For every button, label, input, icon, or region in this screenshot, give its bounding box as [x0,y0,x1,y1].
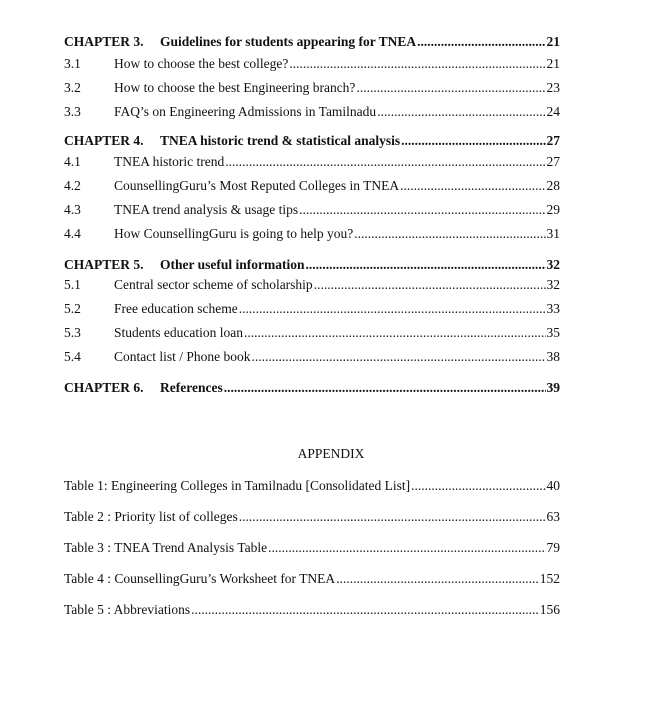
table-label: Table 1: Engineering Colleges in Tamilnadu [Consolidated List] [64,478,411,493]
page-number: 39 [546,380,560,395]
appendix-table-2[interactable] [64,509,560,525]
section-title: How CounsellingGuru is going to help you? [114,226,354,241]
chapter-number: CHAPTER 3. [64,34,144,49]
leader-dots [299,202,545,218]
page-number: 28 [546,178,560,193]
section-number: 5.4 [64,349,81,364]
section-number: 3.3 [64,104,81,119]
page-number: 38 [546,349,560,364]
table-label: Table 5 : Abbreviations [64,602,191,617]
leader-dots [225,154,545,170]
leader-dots [400,178,545,194]
section-number: 5.3 [64,325,81,340]
section-title: Contact list / Phone book [114,349,251,364]
toc-section-3-3[interactable] [64,104,560,120]
leader-dots [224,380,546,396]
section-number: 4.2 [64,178,81,193]
table-label: Table 2 : Priority list of colleges [64,509,238,524]
section-title: TNEA historic trend [114,154,225,169]
table-label: Table 4 : CounsellingGuru’s Worksheet for TNEA [64,571,336,586]
section-title: Free education scheme [114,301,238,316]
leader-dots [356,80,545,96]
leader-dots [354,226,545,242]
appendix-table-5[interactable] [64,602,560,618]
leader-dots [336,571,539,587]
chapter-number: CHAPTER 5. [64,257,144,272]
leader-dots [244,325,546,341]
page-number: 27 [546,133,560,148]
toc-chapter-6[interactable] [64,380,560,396]
toc-section-4-2[interactable] [64,178,560,194]
chapter-title: Other useful information [160,257,305,272]
leader-dots [252,349,546,365]
section-number: 5.2 [64,301,81,316]
leader-dots [289,56,545,72]
chapter-number: CHAPTER 4. [64,133,144,148]
page-number: 21 [546,34,560,49]
page-number: 33 [546,301,560,316]
page-number: 35 [546,325,560,340]
leader-dots [401,133,545,149]
page-number: 156 [539,602,560,617]
leader-dots [314,277,546,293]
toc-section-5-4[interactable] [64,349,560,365]
leader-dots [306,257,546,273]
leader-dots [191,602,539,618]
section-title: Students education loan [114,325,243,340]
page-number: 32 [546,257,560,272]
appendix-heading: APPENDIX [297,446,365,461]
page-number: 23 [546,80,560,95]
page-number: 31 [546,226,560,241]
toc-section-3-2[interactable] [64,80,560,96]
toc-section-5-1[interactable] [64,277,560,293]
section-number: 4.4 [64,226,81,241]
section-title: How to choose the best Engineering branch? [114,80,356,95]
chapter-title: TNEA historic trend & statistical analysis [160,133,401,148]
toc-section-4-1[interactable] [64,154,560,170]
section-title: FAQ’s on Engineering Admissions in Tamilnadu [114,104,377,119]
page-number: 24 [546,104,560,119]
section-title: Central sector scheme of scholarship [114,277,313,292]
chapter-title: Guidelines for students appearing for TNEA [160,34,417,49]
leader-dots [377,104,545,120]
section-number: 3.1 [64,56,81,71]
section-title: CounsellingGuru’s Most Reputed Colleges in TNEA [114,178,400,193]
page-number: 21 [546,56,560,71]
page-number: 79 [546,540,560,555]
section-number: 5.1 [64,277,81,292]
leader-dots [417,34,545,50]
section-number: 3.2 [64,80,81,95]
toc-section-3-1[interactable] [64,56,560,72]
chapter-number: CHAPTER 6. [64,380,144,395]
toc-section-5-3[interactable] [64,325,560,341]
section-number: 4.1 [64,154,81,169]
page-number: 29 [546,202,560,217]
leader-dots [239,301,546,317]
page-number: 152 [539,571,560,586]
toc-section-4-3[interactable] [64,202,560,218]
chapter-title: References [160,380,223,395]
table-label: Table 3 : TNEA Trend Analysis Table [64,540,268,555]
appendix-table-1[interactable] [64,478,560,494]
leader-dots [411,478,545,494]
toc-section-4-4[interactable] [64,226,560,242]
page-number: 27 [546,154,560,169]
section-title: How to choose the best college? [114,56,289,71]
page-number: 40 [546,478,560,493]
appendix-table-3[interactable] [64,540,560,556]
page-number: 63 [546,509,560,524]
section-number: 4.3 [64,202,81,217]
leader-dots [268,540,545,556]
appendix-table-4[interactable] [64,571,560,587]
toc-chapter-5[interactable] [64,257,560,273]
section-title: TNEA trend analysis & usage tips [114,202,299,217]
page-number: 32 [546,277,560,292]
toc-chapter-3[interactable] [64,34,560,50]
leader-dots [239,509,546,525]
toc-chapter-4[interactable] [64,133,560,149]
toc-section-5-2[interactable] [64,301,560,317]
